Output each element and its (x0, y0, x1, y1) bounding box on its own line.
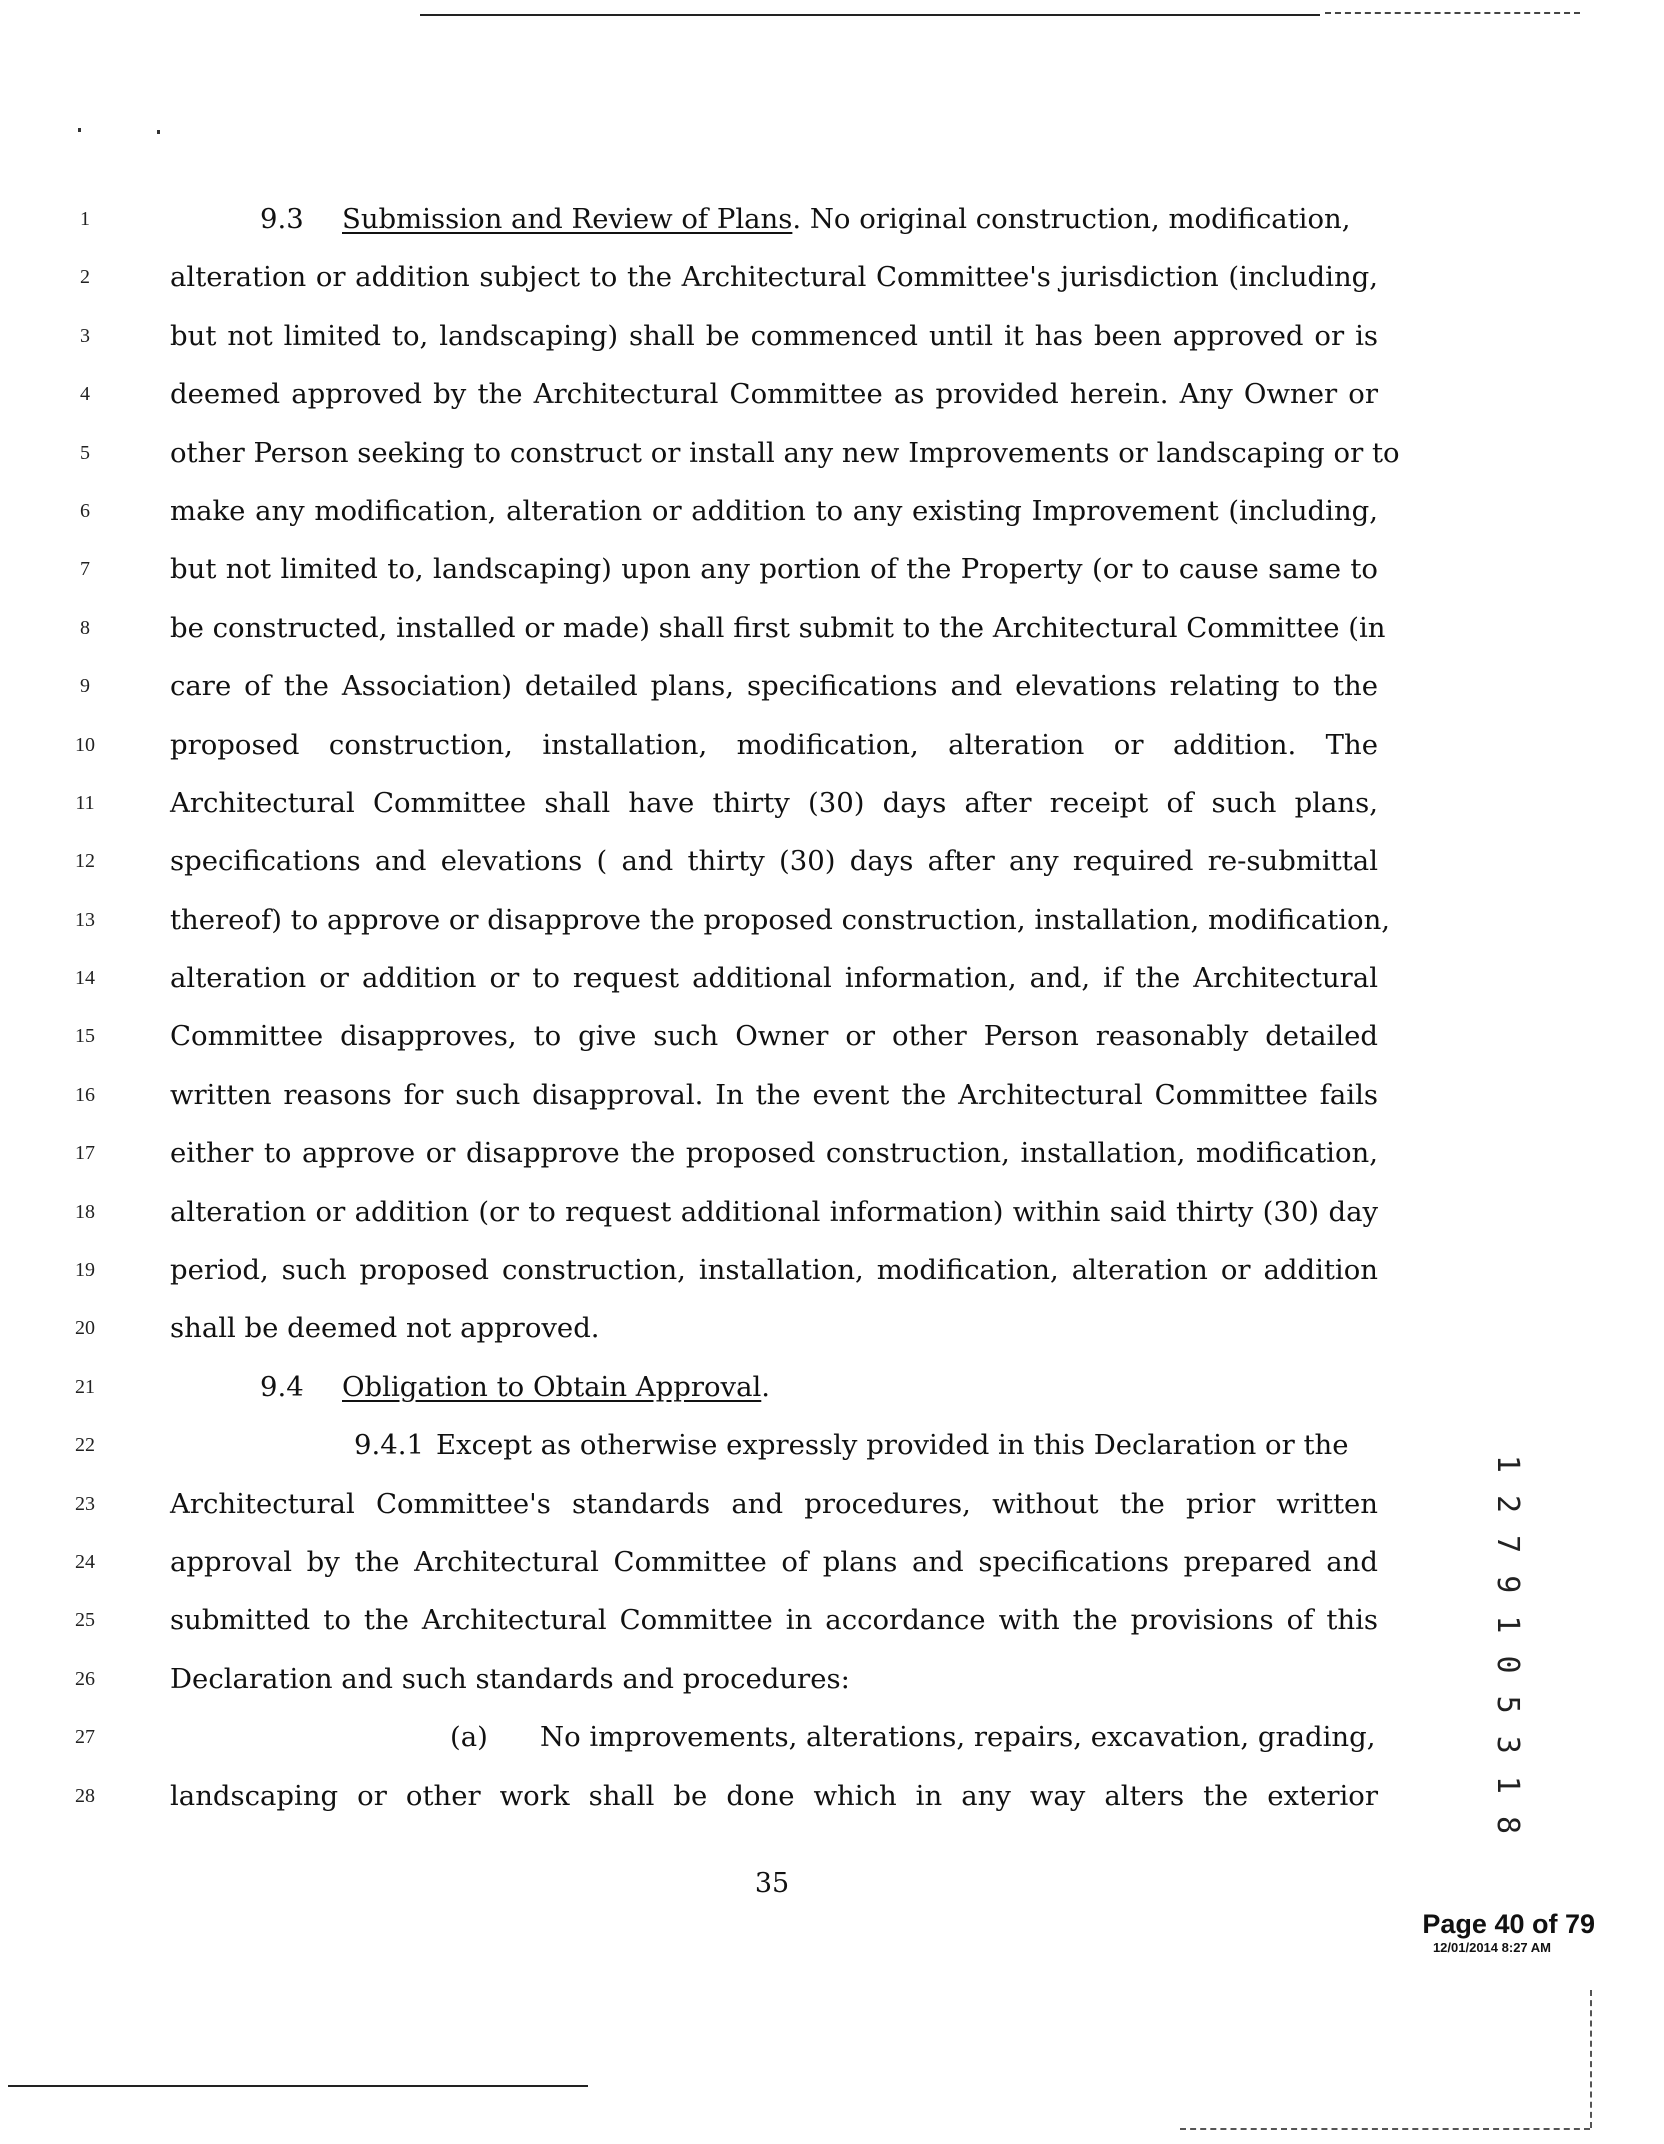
scan-bottom-dash (1180, 2128, 1590, 2130)
line-number: 2 (80, 266, 90, 289)
scan-speck (78, 128, 81, 132)
line-number: 13 (75, 908, 95, 931)
text-line: make any modification, alteration or addition to any existing Improvement (including, (170, 494, 1378, 527)
text-line: . No original construction, modification, (792, 203, 1351, 235)
text-line: Declaration and such standards and procedures: (170, 1662, 850, 1695)
text-line: proposed construction, installation, modification, alteration or addition. The (170, 728, 1378, 761)
line-number: 12 (75, 850, 95, 873)
scan-speck (157, 130, 160, 134)
page-number: 35 (754, 1868, 790, 1899)
text-line: but not limited to, landscaping) upon any portion of the Property (or to cause same to (170, 553, 1378, 586)
line-number: 27 (75, 1726, 95, 1749)
text-line: No improvements, alterations, repairs, excavation, grading, (540, 1721, 1376, 1754)
line-number: 9 (80, 675, 90, 698)
text-line: alteration or addition (or to request additional information) within said thirty (30) day (170, 1195, 1378, 1228)
line-number: 3 (80, 324, 90, 347)
document-code-text: 1 2 7 9 1 0 5 3 1 8 (1490, 1454, 1526, 1836)
text-line: thereof) to approve or disapprove the proposed construction, installation, modification, (170, 903, 1391, 936)
line-number: 24 (75, 1550, 95, 1573)
line-number: 19 (75, 1259, 95, 1282)
line-number: 16 (75, 1083, 95, 1106)
line-number: 11 (75, 791, 95, 814)
text-line: Committee disapproves, to give such Owner or other Person reasonably detailed (170, 1020, 1378, 1053)
section-title: Submission and Review of Plans (342, 203, 793, 235)
text-line: other Person seeking to construct or install any new Improvements or landscaping or to (170, 436, 1400, 469)
line-number: 17 (75, 1142, 95, 1165)
line-number: 7 (80, 558, 90, 581)
line-number: 6 (80, 499, 90, 522)
line-number: 22 (75, 1434, 95, 1457)
text-line: submitted to the Architectural Committee in accordance with the provisions of this (170, 1604, 1378, 1637)
text-line: alteration or addition or to request additional information, and, if the Architectural (170, 962, 1378, 995)
text-line: deemed approved by the Architectural Committee as provided herein. Any Owner or (170, 378, 1378, 411)
text-line: Architectural Committee's standards and procedures, without the prior written (170, 1487, 1378, 1520)
line-number: 25 (75, 1609, 95, 1632)
text-line: shall be deemed not approved. (170, 1312, 600, 1345)
text-line: Except as otherwise expressly provided in this Declaration or the (435, 1429, 1349, 1462)
line-number: 5 (80, 441, 90, 464)
body-text (170, 195, 1400, 1830)
text-line: be constructed, installed or made) shall first submit to the Architectural Committee (in (170, 611, 1386, 644)
text-line: landscaping or other work shall be done which in any way alters the exterior (170, 1779, 1378, 1812)
scan-top-line (420, 14, 1320, 16)
item-a (170, 1713, 1378, 1771)
text-line: . (761, 1370, 771, 1403)
section-title: Obligation to Obtain Approval (342, 1370, 762, 1403)
stamp-page-count: Page 40 of 79 (1422, 1909, 1595, 1939)
line-number: 14 (75, 967, 95, 990)
line-number: 1 (80, 208, 90, 230)
text-line: Architectural Committee shall have thirty (30) days after receipt of such plans, (170, 786, 1378, 819)
line-number: 23 (75, 1492, 95, 1515)
text-line: written reasons for such disapproval. In the event the Architectural Committee fails (170, 1078, 1378, 1111)
subsection-9-4-1 (170, 1421, 1378, 1479)
recorder-stamp (1370, 1908, 1595, 1956)
stamp-timestamp: 12/01/2014 8:27 AM (1432, 1940, 1551, 1955)
line-number: 8 (80, 616, 90, 639)
section-number: 9.4 (260, 1370, 304, 1403)
line-numbers (60, 195, 110, 1830)
line-number: 18 (75, 1200, 95, 1223)
line-number: 4 (80, 383, 90, 406)
text-line: approval by the Architectural Committee of plans and specifications prepared and (170, 1545, 1378, 1578)
text-line: care of the Association) detailed plans, specifications and elevations relating to the (170, 670, 1378, 703)
line-number: 20 (75, 1317, 95, 1340)
text-line: either to approve or disapprove the proposed construction, installation, modification, (170, 1137, 1378, 1170)
section-number: 9.3 (260, 203, 304, 235)
item-label: (a) (450, 1721, 488, 1754)
line-number: 26 (75, 1667, 95, 1690)
text-line: period, such proposed construction, installation, modification, alteration or addition (170, 1254, 1378, 1287)
text-line: specifications and elevations ( and thirty (30) days after any required re-submittal (170, 845, 1378, 878)
line-number: 21 (75, 1375, 95, 1398)
scan-top-dash (1325, 12, 1580, 14)
scan-right-edge (1590, 1990, 1592, 2128)
line-number: 28 (75, 1784, 95, 1807)
section-9-3-heading (170, 195, 1378, 253)
scan-bottom-line (8, 2085, 588, 2087)
line-number: 10 (75, 733, 95, 756)
line-number: 15 (75, 1025, 95, 1048)
subsection-number: 9.4.1 (354, 1429, 424, 1462)
text-line: but not limited to, landscaping) shall be commenced until it has been approved or is (170, 319, 1378, 352)
section-9-4-heading (170, 1363, 1378, 1421)
document-code (1478, 1454, 1538, 1836)
text-line: alteration or addition subject to the Architectural Committee's jurisdiction (including, (170, 261, 1378, 294)
